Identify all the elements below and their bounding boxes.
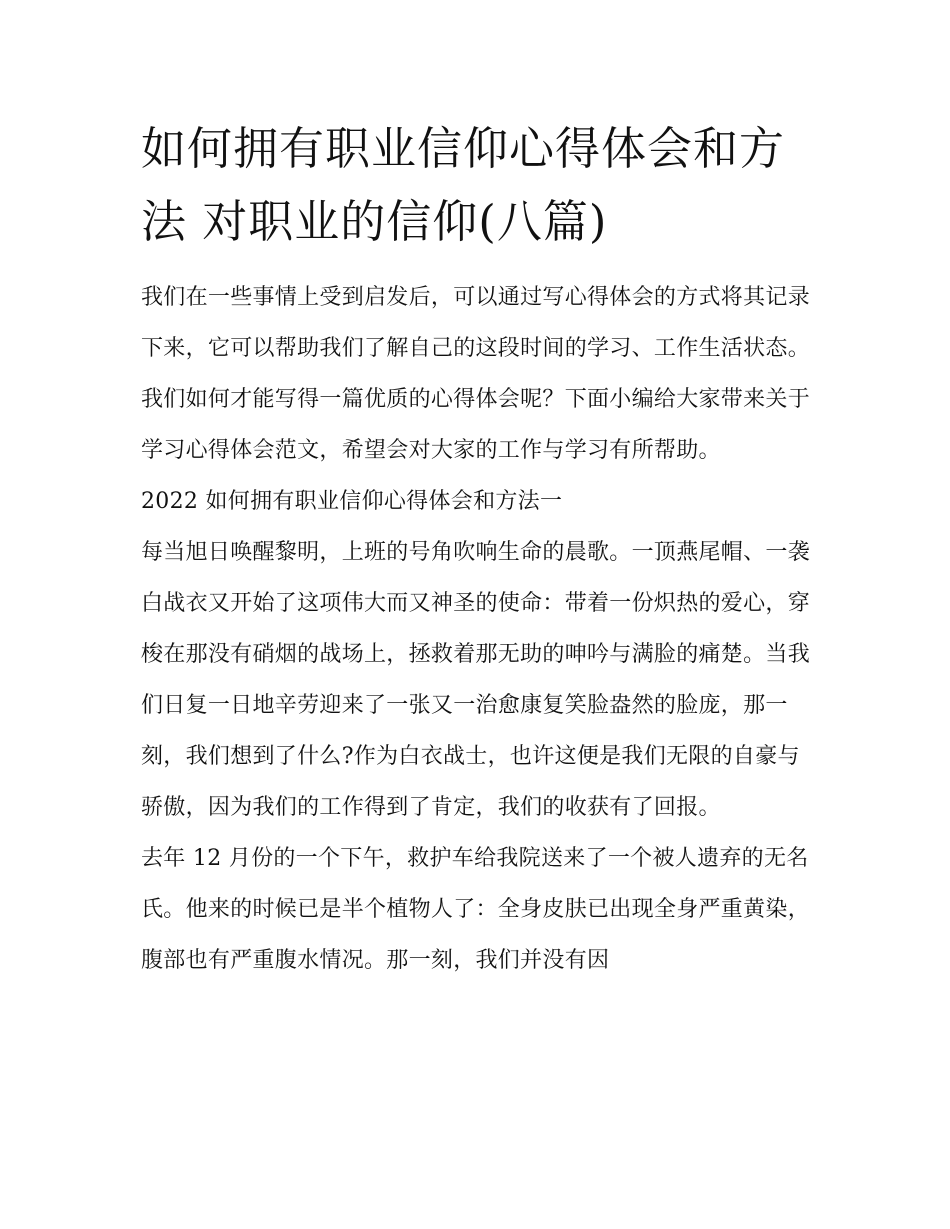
section-heading: 2022 如何拥有职业信仰心得体会和方法一 xyxy=(141,489,563,514)
document-page xyxy=(141,112,813,986)
document-title: 如何拥有职业信仰心得体会和方法 对职业的信仰(八篇) xyxy=(141,122,786,248)
body-paragraph-2: 去年 12 月份的一个下午，救护车给我院送来了一个被人遗弃的无名氏。他来的时候已是半个植物人了：全身皮肤已出现全身严重黄染，腹部也有严重腹水情况。那一刻，我们并没有因 xyxy=(141,846,811,973)
intro-paragraph: 我们在一些事情上受到启发后，可以通过写心得体会的方式将其记录下来，它可以帮助我们了解自己的这段时间的学习、工作生活状态。我们如何才能写得一篇优质的心得体会呢？下面小编给大家带来关于学习心得体会范文，希望会对大家的工作与学习有所帮助。 xyxy=(141,285,811,463)
body-paragraph-1: 每当旭日唤醒黎明，上班的号角吹响生命的晨歌。一顶燕尾帽、一袭白战衣又开始了这项伟大而又神圣的使命：带着一份炽热的爱心，穿梭在那没有硝烟的战场上，拯救着那无助的呻吟与满脸的痛楚。当我们日复一日地辛劳迎来了一张又一治愈康复笑脸盎然的脸庞，那一刻，我们想到了什么?作为白衣战士，也许这便是我们无限的自豪与骄傲，因为我们的工作得到了肯定，我们的收获有了回报。 xyxy=(141,540,811,820)
